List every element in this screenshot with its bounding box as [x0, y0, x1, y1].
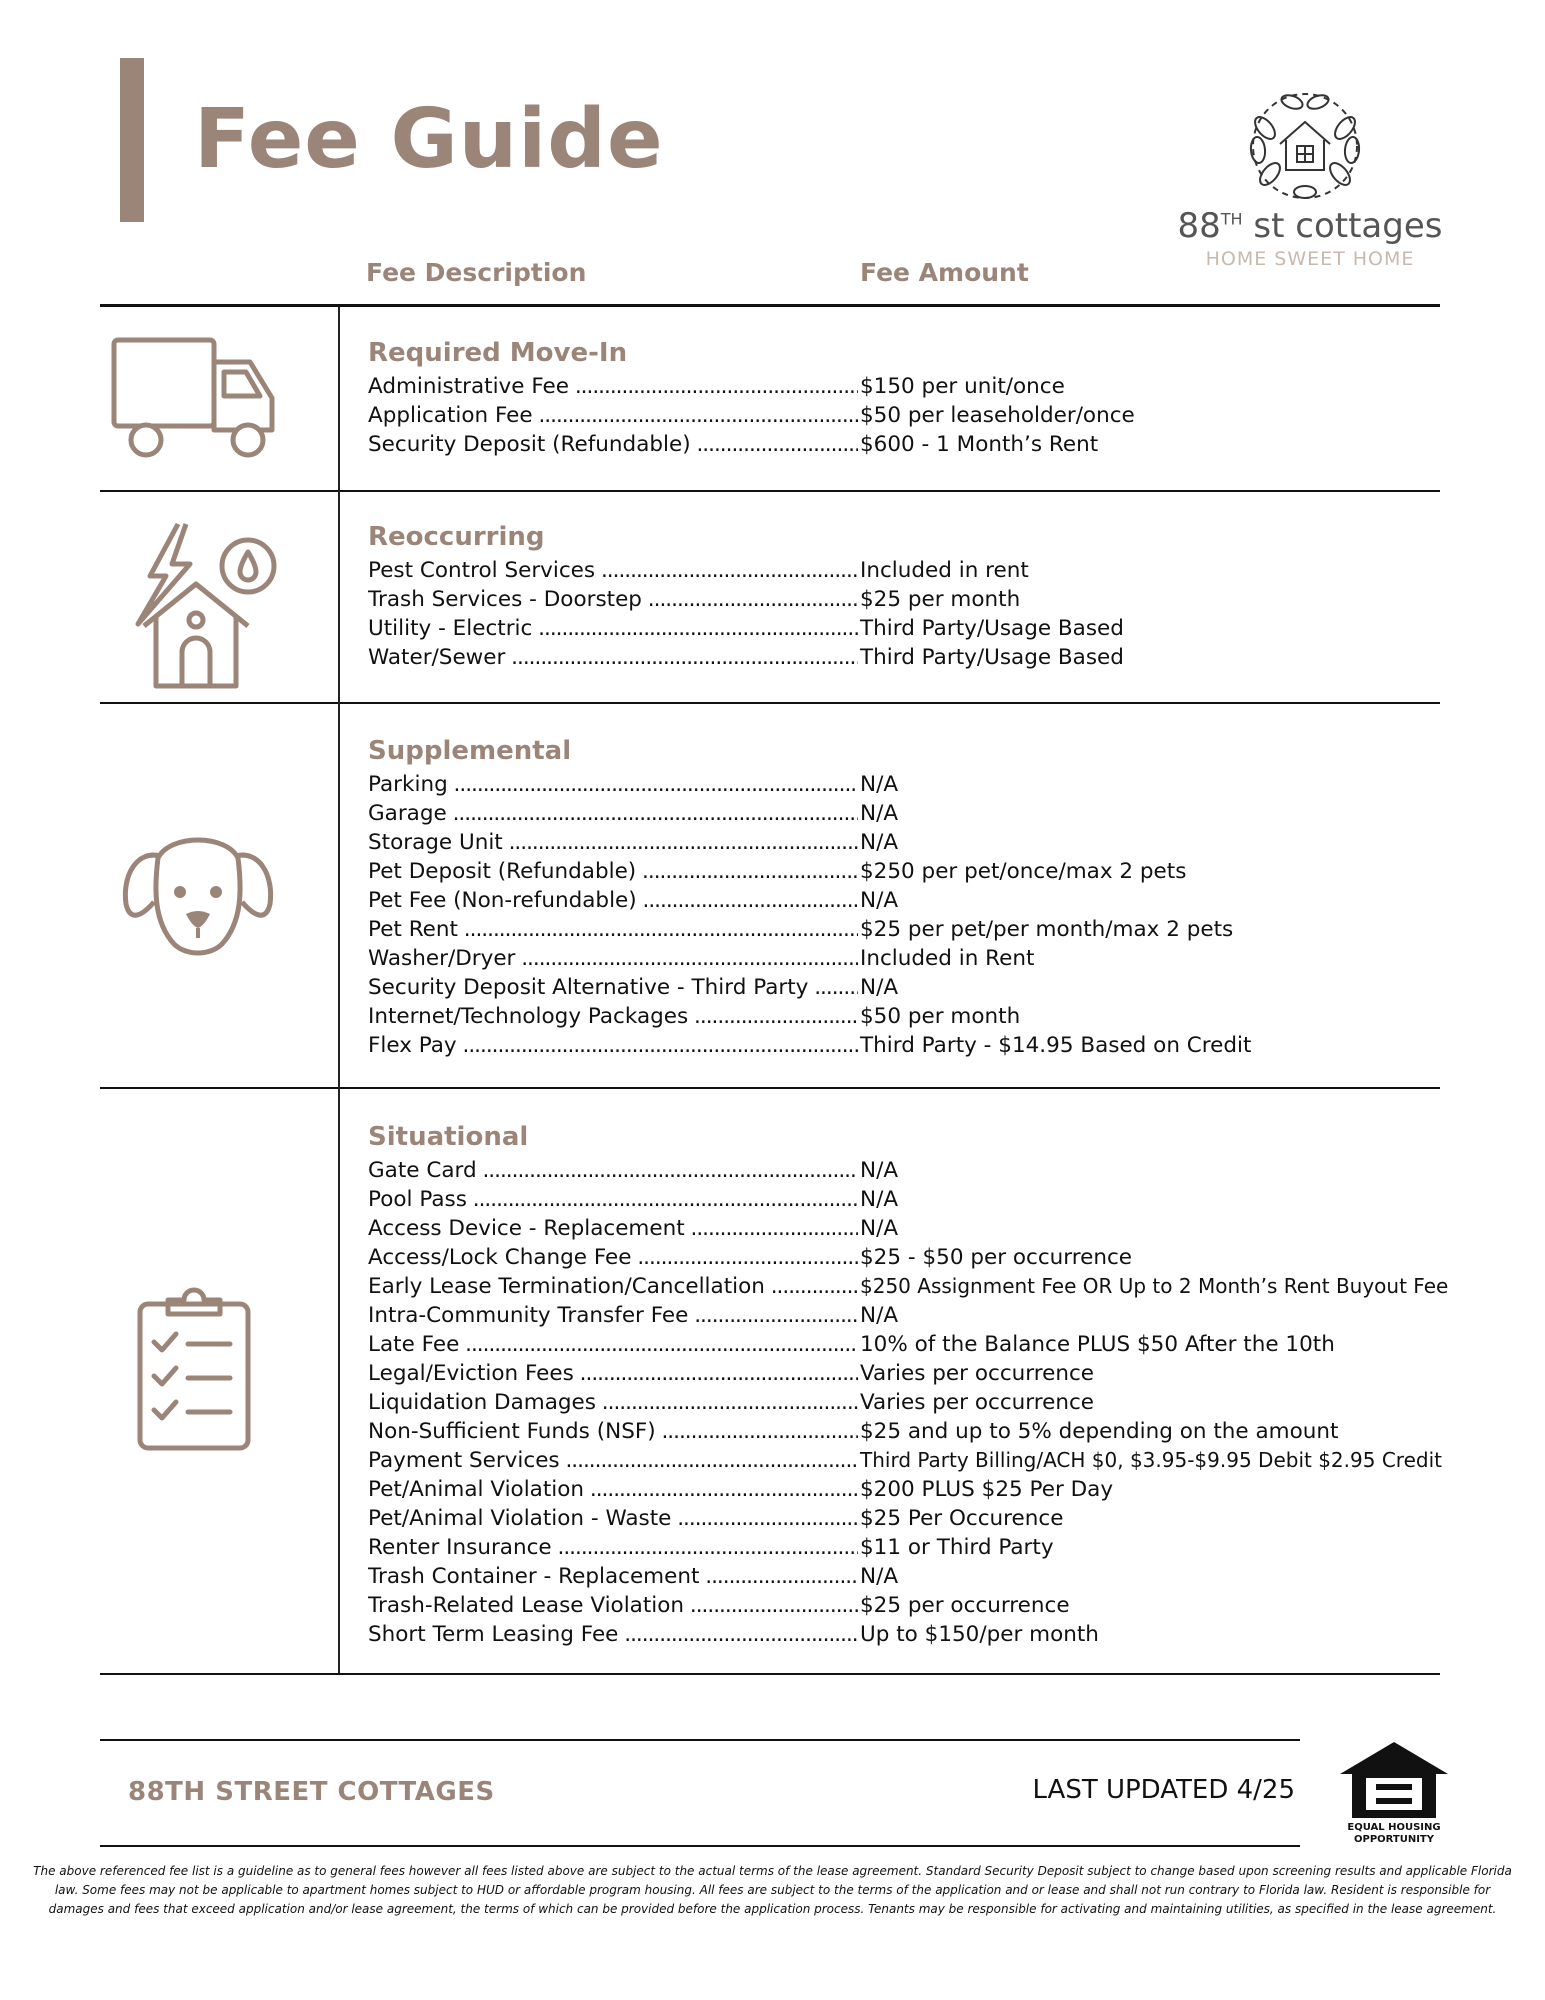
section-reoccurring: [368, 518, 1528, 672]
fee-row: Liquidation Damages ..... Varies per occurrence: [368, 1388, 1528, 1417]
equal-housing-logo: [1338, 1740, 1450, 1845]
page-title: Fee Guide: [194, 92, 664, 187]
section-situational: [368, 1118, 1528, 1649]
fee-row: Administrative Fee ..... $150 per unit/once: [368, 372, 1528, 401]
fee-amount-header: Fee Amount: [860, 258, 1029, 287]
fee-row: Storage Unit ..... N/A: [368, 828, 1528, 857]
table-column-divider: [338, 307, 340, 1673]
fee-row: Pet Deposit (Refundable) ..... $250 per pet/once/max 2 pets: [368, 857, 1528, 886]
logo-tagline: HOME SWEET HOME: [1205, 248, 1415, 270]
home-utilities-icon: [130, 520, 280, 690]
fee-row: Washer/Dryer ..... Included in Rent: [368, 944, 1528, 973]
property-logo: [1160, 88, 1460, 278]
section-divider: [100, 490, 1440, 492]
fee-row: Utility - Electric ..... Third Party/Usage Based: [368, 614, 1528, 643]
fee-description-header: Fee Description: [366, 258, 587, 287]
table-top-rule: [100, 304, 1440, 307]
fee-row: Trash-Related Lease Violation ..... $25 per occurrence: [368, 1591, 1528, 1620]
section-divider: [100, 702, 1440, 704]
section-title: Required Move-In: [368, 338, 628, 368]
fee-row: Trash Services - Doorstep ..... $25 per month: [368, 585, 1528, 614]
fee-row: Pest Control Services ..... Included in rent: [368, 556, 1528, 585]
logo-wordmark: 88TH st cottages: [1177, 206, 1443, 246]
fee-row: Payment Services ..... Third Party Billing/ACH $0, $3.95-$9.95 Debit $2.95 Credit: [368, 1446, 1528, 1475]
fee-row: Water/Sewer ..... Third Party/Usage Based: [368, 643, 1528, 672]
fee-row: Gate Card ..... N/A: [368, 1156, 1528, 1185]
fee-row: Access/Lock Change Fee ..... $25 - $50 per occurrence: [368, 1243, 1528, 1272]
section-title: Situational: [368, 1122, 529, 1152]
fee-row: Parking ..... N/A: [368, 770, 1528, 799]
equal-housing-text: EQUAL HOUSING OPPORTUNITY: [1347, 1822, 1441, 1845]
moving-truck-icon: [108, 334, 280, 462]
fee-row: Pet/Animal Violation - Waste ..... $25 Per Occurence: [368, 1504, 1528, 1533]
fee-row: Pet/Animal Violation ..... $200 PLUS $25 Per Day: [368, 1475, 1528, 1504]
fee-row: Pool Pass ..... N/A: [368, 1185, 1528, 1214]
fee-row: Early Lease Termination/Cancellation ..... $250 Assignment Fee OR Up to 2 Month’s Rent Buyout Fee: [368, 1272, 1528, 1301]
fee-row: Non-Sufficient Funds (NSF) ..... $25 and up to 5% depending on the amount: [368, 1417, 1528, 1446]
section-required-move-in: [368, 334, 1528, 459]
clipboard-checklist-icon: [134, 1284, 254, 1452]
title-accent-bar: [120, 58, 144, 222]
fee-row: Pet Rent ..... $25 per pet/per month/max 2 pets: [368, 915, 1528, 944]
fee-row: Trash Container - Replacement ..... N/A: [368, 1562, 1528, 1591]
equal-housing-icon: [1338, 1740, 1450, 1820]
fee-row: Internet/Technology Packages ..... $50 per month: [368, 1002, 1528, 1031]
fee-row: Application Fee ..... $50 per leaseholder/once: [368, 401, 1528, 430]
footer-top-rule: [100, 1739, 1300, 1741]
fee-row: Garage ..... N/A: [368, 799, 1528, 828]
fee-row: Renter Insurance ..... $11 or Third Party: [368, 1533, 1528, 1562]
footer-bottom-rule: [100, 1845, 1300, 1847]
section-title: Reoccurring: [368, 522, 545, 552]
wreath-house-logo-icon: [1230, 88, 1380, 208]
last-updated-label: LAST UPDATED 4/25: [1032, 1775, 1295, 1805]
section-divider: [100, 1087, 1440, 1089]
fee-row: Security Deposit (Refundable) ..... $600 - 1 Month’s Rent: [368, 430, 1528, 459]
fee-row: Flex Pay ..... Third Party - $14.95 Based on Credit: [368, 1031, 1528, 1060]
fee-row: Short Term Leasing Fee ..... Up to $150/per month: [368, 1620, 1528, 1649]
footer-property-name: 88TH STREET COTTAGES: [128, 1777, 495, 1807]
fee-row: Late Fee ..... 10% of the Balance PLUS $50 After the 10th: [368, 1330, 1528, 1359]
table-bottom-rule: [100, 1673, 1440, 1675]
section-title: Supplemental: [368, 736, 572, 766]
fee-row: Intra-Community Transfer Fee ..... N/A: [368, 1301, 1528, 1330]
fee-row: Security Deposit Alternative - Third Party ..... N/A: [368, 973, 1528, 1002]
fee-row: Pet Fee (Non-refundable) ..... N/A: [368, 886, 1528, 915]
fee-row: Legal/Eviction Fees ..... Varies per occurrence: [368, 1359, 1528, 1388]
dog-face-icon: [118, 830, 278, 960]
section-supplemental: [368, 732, 1528, 1060]
fee-row: Access Device - Replacement ..... N/A: [368, 1214, 1528, 1243]
legal-disclaimer: The above referenced fee list is a guideline as to general fees however all fees listed above are subject to the actual terms of the lease agreement. Standard Security Deposit subject to change based upon screening results and applicable Florida law. Some fees may not be applicable to apartment homes subject to HUD or affordable program housing. All fees are subject to the terms of the application and or lease and shall not run contrary to Florida law. Resident is responsible for damages and fees that exceed application and/or lease agreement, the terms of which can be provided before the application process. Tenants may be responsible for activating and maintaining utilities, as specified in the lease agreement.: [33, 1864, 1512, 1916]
